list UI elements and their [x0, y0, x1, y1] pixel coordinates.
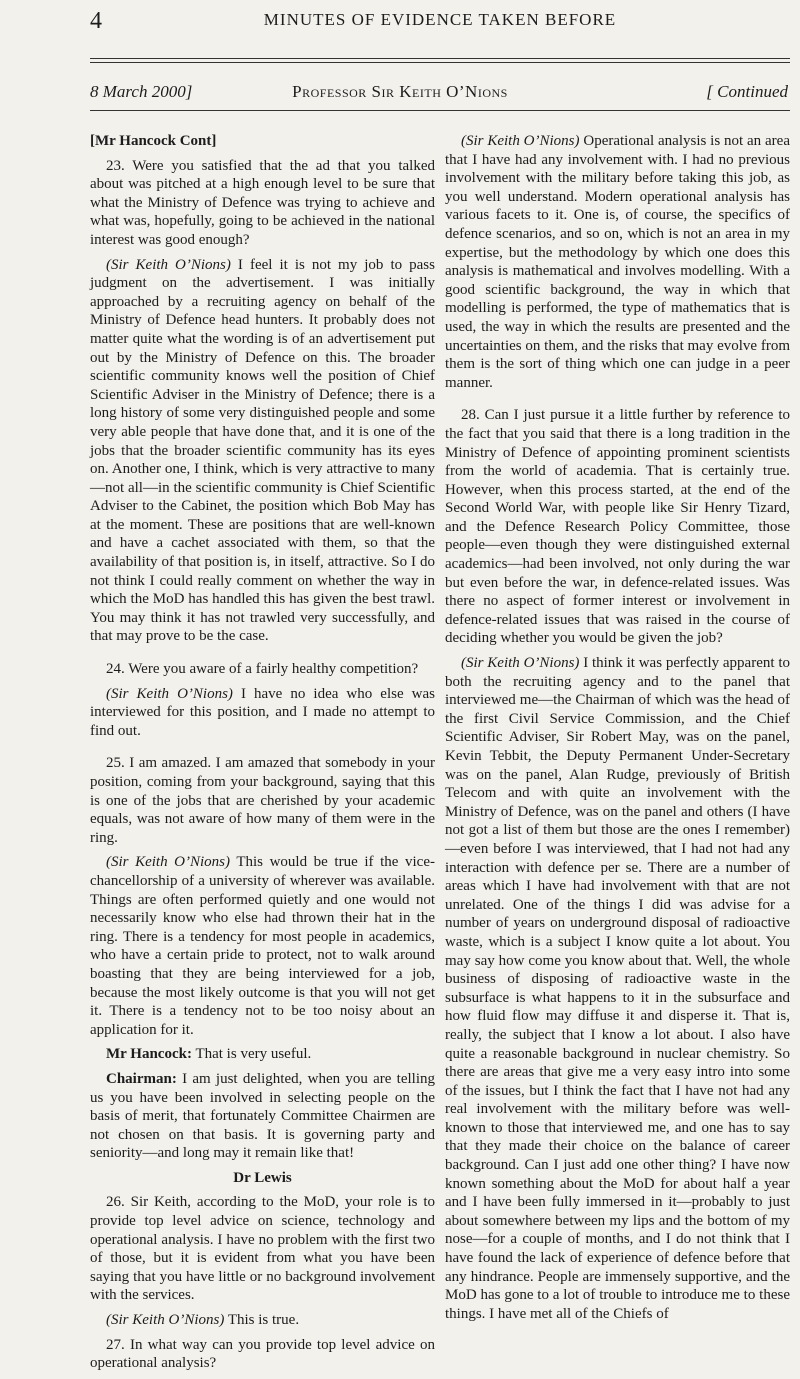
header-rule-top	[90, 58, 790, 59]
answer-25	[90, 853, 435, 1039]
speaker-label: (Sir Keith O’Nions)	[461, 133, 580, 149]
question-25: 25. I am amazed. I am amazed that somebody in your position, coming from your background, saying that this is one of the jobs that are cherished by your academic equals, was not aware of how many of them were in the ring.	[90, 755, 435, 846]
question-23: 23. Were you satisfied that the ad that you talked about was pitched at a high enough level to be sure that what the Ministry of Defence was trying to achieve and what was, hopefully, going to be achieved in the national interest was good enough?	[90, 157, 435, 248]
page-number: 4	[90, 8, 102, 34]
question-27: 27. In what way can you provide top level advice on operational analysis?	[90, 1336, 435, 1372]
answer-24	[90, 685, 435, 741]
question-28: 28. Can I just pursue it a little further by reference to the fact that you said that there is a long tradition in the Ministry of Defence of appointing prominent scientists from the world of academia. That is certainly true. However, when this process started, at the end of the Second World War, with people like Sir Henry Tizard, and the Defence Research Policy Committee, those people—even though they were distinguished external academics—had been involved, not only during the war but even before the war, in defence-related issues. Was there no aspect of former interest or involvement in defence-related issues that was raised in the course of deciding whether you would be given the job?	[445, 407, 790, 647]
speaker-label: (Sir Keith O’Nions)	[106, 1312, 225, 1329]
left-column	[90, 132, 435, 1379]
answer-text: I have no idea who else was interviewed for this position, and I made no attempt to find out.	[90, 685, 435, 739]
section-heading-dr-lewis: Dr Lewis	[233, 1169, 292, 1186]
speaker-label: Chairman:	[106, 1070, 177, 1087]
speaker-label: Mr Hancock:	[106, 1046, 192, 1063]
right-column	[445, 132, 790, 1329]
hearing-date: 8 March 2000]	[90, 82, 193, 101]
meta-rule	[90, 110, 790, 111]
chairman-remark	[90, 1070, 435, 1163]
header-rule-second	[90, 62, 790, 63]
hancock-remark	[90, 1045, 435, 1064]
continued-label: [ Continued	[706, 82, 788, 101]
answer-27	[445, 132, 790, 392]
speaker-label: (Sir Keith O’Nions)	[106, 854, 231, 871]
continuation-heading: [Mr Hancock Cont]	[90, 133, 217, 149]
answer-text: I feel it is not my job to pass judgment on the advertisement. I was initially approached by a recruiting agency on behalf of the Ministry of Defence head hunters. It probably does not matter quite what the wording is of an advertisement put out by the Ministry of Defence on this. The broader scientific community knows well the position of Chief Scientific Adviser in the Ministry of Defence; there is a long history of some very distinguished people and some very able people that have done that, and it is one of the jobs that the broader scientific community has its eyes on. Another one, I think, which is very attractive to many—not all—in the scientific community is Chief Scientific Adviser to the Cabinet, the position which Bob May has at the moment. These are positions that are well-known and have a cachet associated with them, so that the availability of that position is, in itself, attractive. So I do not think I could really comment on whether the way in which the MoD has handled this has given the best trawl. You may think it has not trawled very successfully, and that may prove to be the case.	[90, 256, 435, 645]
witness-name: Professor Sir Keith O’Nions	[292, 82, 508, 101]
remark-text: I am just delighted, when you are telling us you have been involved in selecting people on the basis of merit, that fortunately Committee Chairmen are not chosen on that basis. It is governing party and seniority—and long may it remain like that!	[90, 1070, 435, 1162]
speaker-label: (Sir Keith O’Nions)	[106, 256, 231, 273]
remark-text: That is very useful.	[191, 1046, 312, 1063]
answer-26	[90, 1311, 435, 1330]
question-26: 26. Sir Keith, according to the MoD, your role is to provide top level advice on science, technology and operational analysis. I have no problem with the first two of those, but it is evident from what you have been saying that you have little or no background involvement with the services.	[90, 1194, 435, 1304]
question-24: 24. Were you aware of a fairly healthy competition?	[106, 661, 419, 678]
answer-text: This would be true if the vice-chancellorship of a university of wherever was available. Things are often performed quietly and one would not necessarily know who else had thrown their hat in the ring. There is a tendency for most people in academics, who have a certain pride to protect, not to walk around boasting that they are being interviewed for a job, because the most likely outcome is that you will not get it. There is a tendency not to be too noisy about an application for it.	[90, 854, 435, 1038]
answer-text: Operational analysis is not an area that I have had any involvement with. I had no previous involvement with the military before taking this job, as you well understand. Modern operational analysis has various facets to it. One is, of course, the specifics of defence scenarios, and so on, which is not an area in my expertise, but the methodology by which one does this analysis is mathematical and involves modelling. With a good scientific background, the way in which that modelling is performed, the type of mathematics that is used, the way in which the results are presented and the uncertainties on them, and the risks that may evolve from them is the sort of thing which one can judge in a peer manner.	[445, 133, 790, 391]
answer-text: This is true.	[224, 1312, 300, 1329]
running-header: MINUTES OF EVIDENCE TAKEN BEFORE	[263, 10, 617, 29]
answer-23	[90, 256, 435, 646]
answer-28	[445, 654, 790, 1323]
speaker-label: (Sir Keith O’Nions)	[461, 655, 580, 672]
speaker-label: (Sir Keith O’Nions)	[106, 685, 233, 702]
answer-text: I think it was perfectly apparent to both the recruiting agency and to the panel that interviewed me—the Chairman of which was the head of the first Civil Service Commission, and the Chief Scientific Adviser, Sir Robert May, was on the panel, Kevin Tebbit, the Deputy Permanent Under-Secretary was on the panel, Alan Rudge, previously of British Telecom and with quite an involvement with the Ministry of Defence, was on the panel and others (I have not got a list of them but those are the ones I remember)—even before I was interviewed, that I had not had any interaction with defence per se. There are a number of areas which I have had involvement with that are not unrelated. One of the things I did was advise for a number of years on underground disposal of radioactive waste, which is a subject I know quite a lot about. You may say how come you know about that. Well, the whole business of disposing of radioactive waste in the subsurface is what happens to it in the subsurface and how fluid flow may diffuse it and disperse it. That is, really, the subject that I know a lot about. I also have quite a reasonable background in nuclear chemistry. So there are areas that give me a very easy intro into some of the issues, but I think the fact that I have not had any real involvement with the military before was well-known to those that interviewed me, and one has to say that they made their choice on the balance of career background. Can I just add one other thing? I have now known something about the MoD for about half a year and I have been fully immersed in it—probably to just about somewhere between my lips and the bottom of my nose—for a couple of months, and I do not think that I have found the lack of experience of defence before that any hindrance. People are immensely supportive, and the MoD has gone to a lot of trouble to introduce me to these things. I have met all of the Chiefs of	[445, 655, 790, 1322]
